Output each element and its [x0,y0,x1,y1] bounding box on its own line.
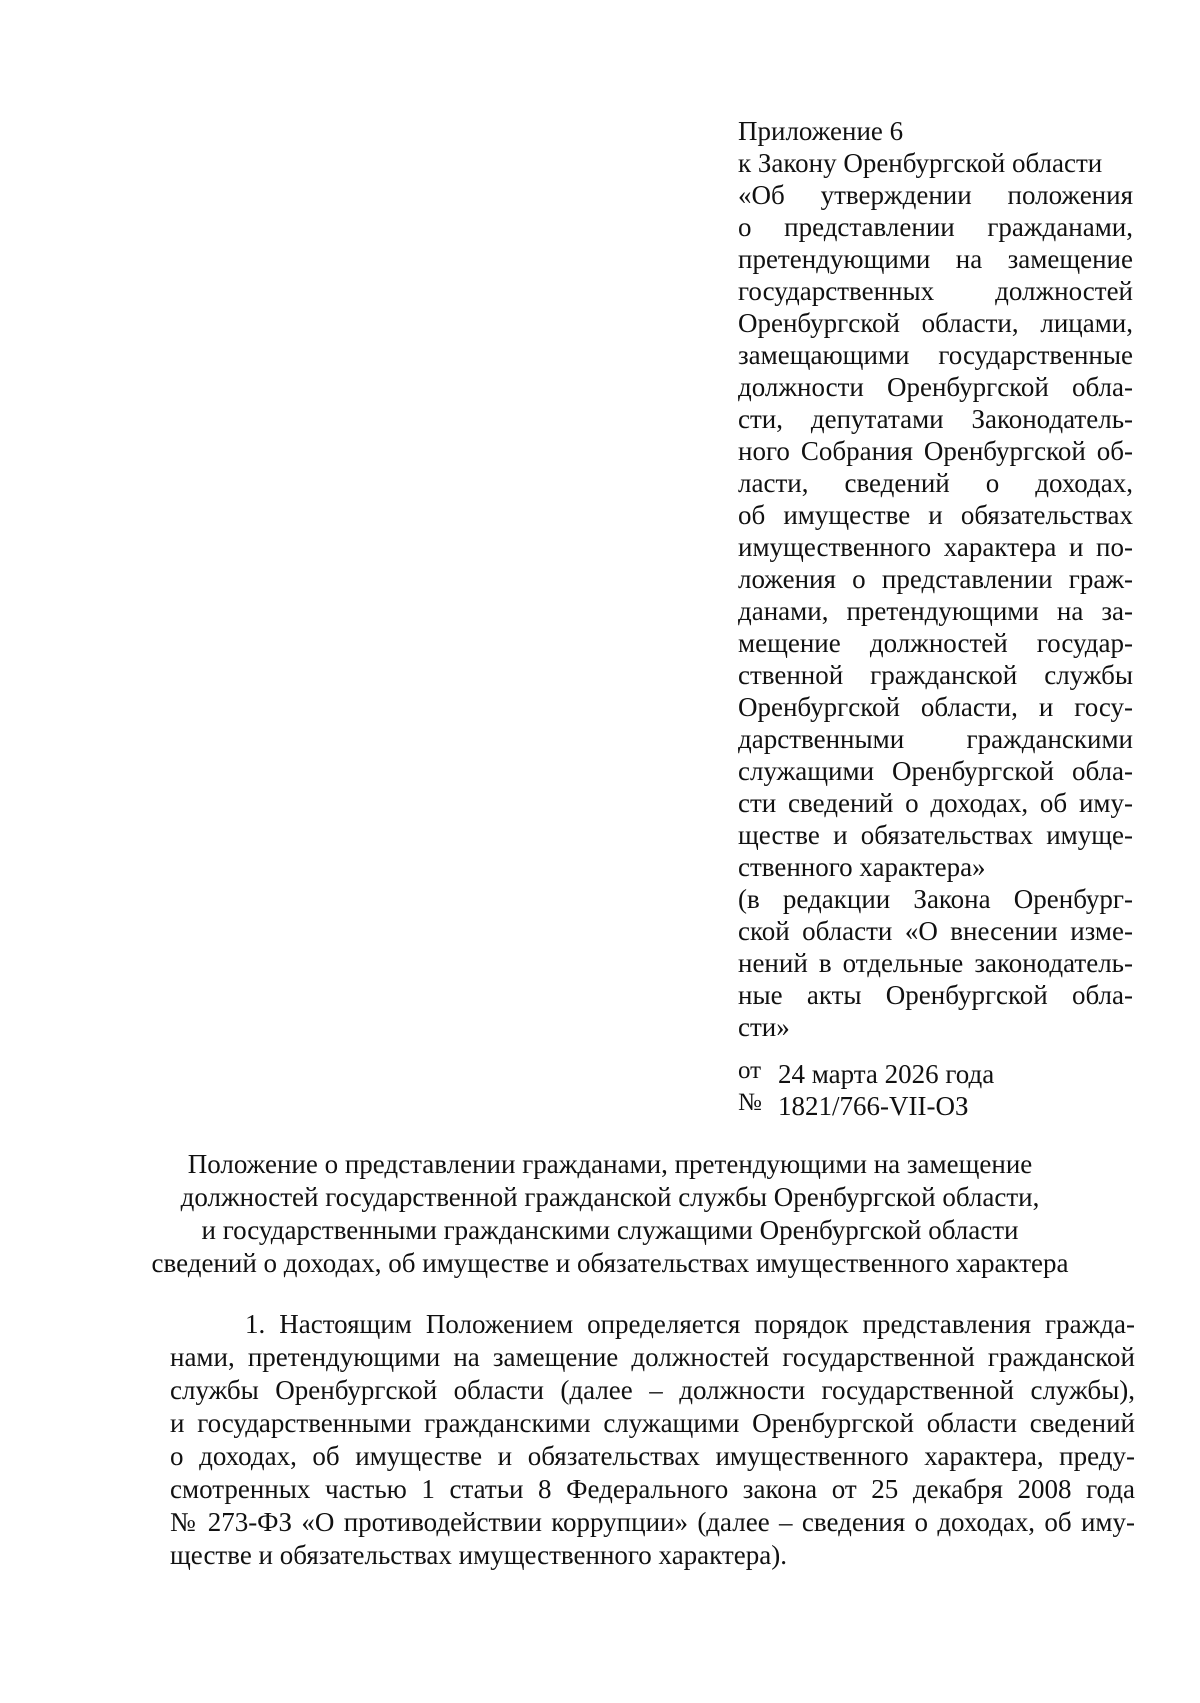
appendix-line: о представлении гражданами, [738,212,1133,242]
appendix-line: нений в отдельные законодатель- [738,948,1133,978]
law-number: 1821/766-VII-ОЗ [778,1091,969,1121]
title-line: и государственными гражданскими служащими Оренбургской области [201,1215,1019,1245]
body-line: № 273-ФЗ «О противодействии коррупции» (далее – сведения о доходах, об иму- [170,1507,1135,1537]
body-line: 1. Настоящим Положением определяется порядок представления гражда- [245,1309,1135,1339]
title-line: Положение о представлении гражданами, претендующими на замещение [187,1149,1033,1179]
paragraph-1 [170,1308,1135,1572]
appendix-line: (в редакции Закона Оренбург- [738,884,1133,914]
appendix-line: мещение должностей государ- [738,628,1133,658]
appendix-line: имущественного характера и по- [738,532,1133,562]
body-line: смотренных частью 1 статьи 8 Федерального закона от 25 декабря 2008 года [170,1474,1135,1504]
body-line: о доходах, об имуществе и обязательствах имущественного характера, преду- [170,1441,1135,1471]
appendix-line: Приложение 6 [738,116,904,146]
appendix-line: сти сведений о доходах, об иму- [738,788,1133,818]
appendix-line: ного Собрания Оренбургской об- [738,436,1133,466]
body-line: нами, претендующими на замещение должностей государственной гражданской [170,1342,1135,1372]
title-line: должностей государственной гражданской службы Оренбургской области, [180,1182,1040,1212]
appendix-line: служащими Оренбургской обла- [738,756,1133,786]
appendix-line: Оренбургской области, лицами, [738,308,1133,338]
appendix-line: ласти, сведений о доходах, [738,468,1133,498]
appendix-line: дарственными гражданскими [738,724,1133,754]
date-prefix: от [738,1057,762,1084]
law-date-number [738,1058,994,1122]
appendix-line: Оренбургской области, и госу- [738,692,1133,722]
body-line: и государственными гражданскими служащими Оренбургской области сведений [170,1408,1135,1438]
number-prefix: № [738,1089,762,1116]
appendix-line: претендующими на замещение [738,244,1133,274]
appendix-line: государственных должностей [738,276,1133,306]
appendix-line: ложения о представлении граж- [738,564,1133,594]
appendix-line: ственной гражданской службы [738,660,1133,690]
appendix-line: сти» [738,1012,790,1042]
appendix-line: замещающими государственные [738,340,1133,370]
law-number-row [738,1090,994,1122]
appendix-line: об имуществе и обязательствах [738,500,1133,530]
appendix-line: ществе и обязательствах имуще- [738,820,1133,850]
document-title [130,1148,1090,1280]
appendix-line: данами, претендующими на за- [738,596,1133,626]
appendix-line: ные акты Оренбургской обла- [738,980,1133,1010]
appendix-line: ской области «О внесении изме- [738,916,1133,946]
appendix-line: должности Оренбургской обла- [738,372,1133,402]
law-date: 24 марта 2026 года [778,1059,995,1089]
appendix-header [738,115,1133,1043]
body-line: службы Оренбургской области (далее – должности государственной службы), [170,1375,1135,1405]
appendix-line: ственного характера» [738,852,986,882]
appendix-line: к Закону Оренбургской области [738,148,1103,178]
appendix-line: «Об утверждении положения [738,180,1133,210]
law-date-row [738,1058,994,1090]
body-line: ществе и обязательствах имущественного характера). [170,1540,787,1570]
title-line: сведений о доходах, об имуществе и обязательствах имущественного характера [151,1248,1069,1278]
appendix-line: сти, депутатами Законодатель- [738,404,1133,434]
